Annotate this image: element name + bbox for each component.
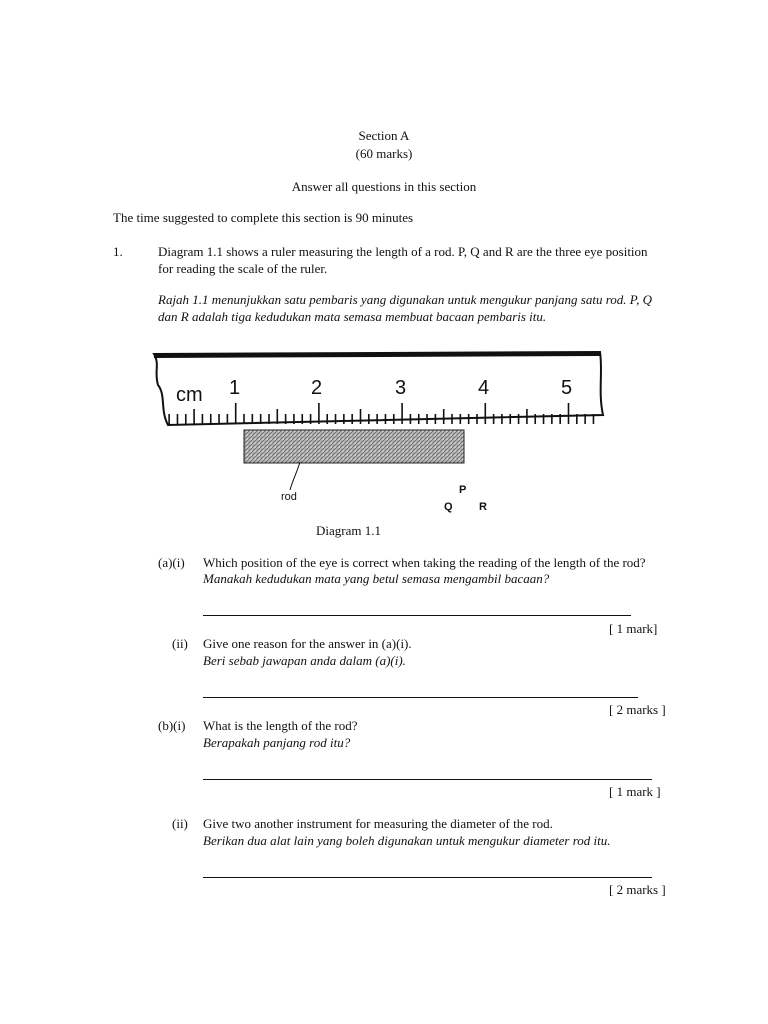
part-a-i-label: (a)(i) <box>158 555 185 570</box>
question-stem-malay-line1: Rajah 1.1 menunjukkan satu pembaris yang digunakan untuk mengukur panjang satu rod. P, Q <box>158 292 652 307</box>
part-a-ii-question: Give one reason for the answer in (a)(i). <box>203 636 412 651</box>
part-b-i-marks: [ 1 mark ] <box>609 784 661 799</box>
rod-pointer-line <box>290 462 300 490</box>
part-a-ii-marks: [ 2 marks ] <box>609 702 666 717</box>
rod-label: rod <box>281 491 297 503</box>
question-stem-malay-line2: dan R adalah tiga kedudukan mata semasa membuat bacaan pembaris itu. <box>158 309 547 324</box>
part-b-i-question: What is the length of the rod? <box>203 718 358 733</box>
section-title: Section A <box>358 128 410 143</box>
part-a-i-marks: [ 1 mark] <box>609 621 658 636</box>
section-marks: (60 marks) <box>355 146 413 161</box>
eye-position-q: Q <box>444 501 453 513</box>
ruler-number-4: 4 <box>478 377 490 399</box>
eye-position-p: P <box>459 484 467 496</box>
part-a-ii-label: (ii) <box>172 636 188 651</box>
ruler-number-2: 2 <box>311 377 323 399</box>
part-b-ii-marks: [ 2 marks ] <box>609 882 666 897</box>
answer-line-a-i[interactable] <box>203 615 631 616</box>
part-a-i-question: Which position of the eye is correct when taking the reading of the length of the rod? <box>203 555 646 570</box>
question-stem-line1: Diagram 1.1 shows a ruler measuring the length of a rod. P, Q and R are the three eye position <box>158 244 648 259</box>
ruler-number-1: 1 <box>229 377 241 399</box>
part-a-ii-malay: Beri sebab jawapan anda dalam (a)(i). <box>203 653 406 668</box>
eye-position-r: R <box>479 501 487 513</box>
part-b-i-label: (b)(i) <box>158 718 186 733</box>
question-number: 1. <box>113 244 123 259</box>
part-b-ii-question: Give two another instrument for measuring the diameter of the rod. <box>203 816 553 831</box>
time-note: The time suggested to complete this section is 90 minutes <box>113 210 414 225</box>
answer-line-b-ii[interactable] <box>203 877 652 878</box>
part-b-ii-label: (ii) <box>172 816 188 831</box>
answer-line-b-i[interactable] <box>203 779 652 780</box>
ruler-top-edge <box>154 354 600 356</box>
part-b-ii-malay: Berikan dua alat lain yang boleh digunakan untuk mengukur diameter rod itu. <box>203 833 611 848</box>
ruler-number-5: 5 <box>561 377 573 399</box>
part-a-i-malay: Manakah kedudukan mata yang betul semasa mengambil bacaan? <box>203 571 550 586</box>
rod <box>244 430 464 463</box>
ruler-number-3: 3 <box>395 377 407 399</box>
diagram-caption: Diagram 1.1 <box>316 523 381 538</box>
part-b-i-malay: Berapakah panjang rod itu? <box>203 735 351 750</box>
ruler-unit-label: cm <box>176 384 203 406</box>
section-instruction: Answer all questions in this section <box>291 179 477 194</box>
answer-line-a-ii[interactable] <box>203 697 638 698</box>
question-stem-line2: for reading the scale of the ruler. <box>158 261 328 276</box>
